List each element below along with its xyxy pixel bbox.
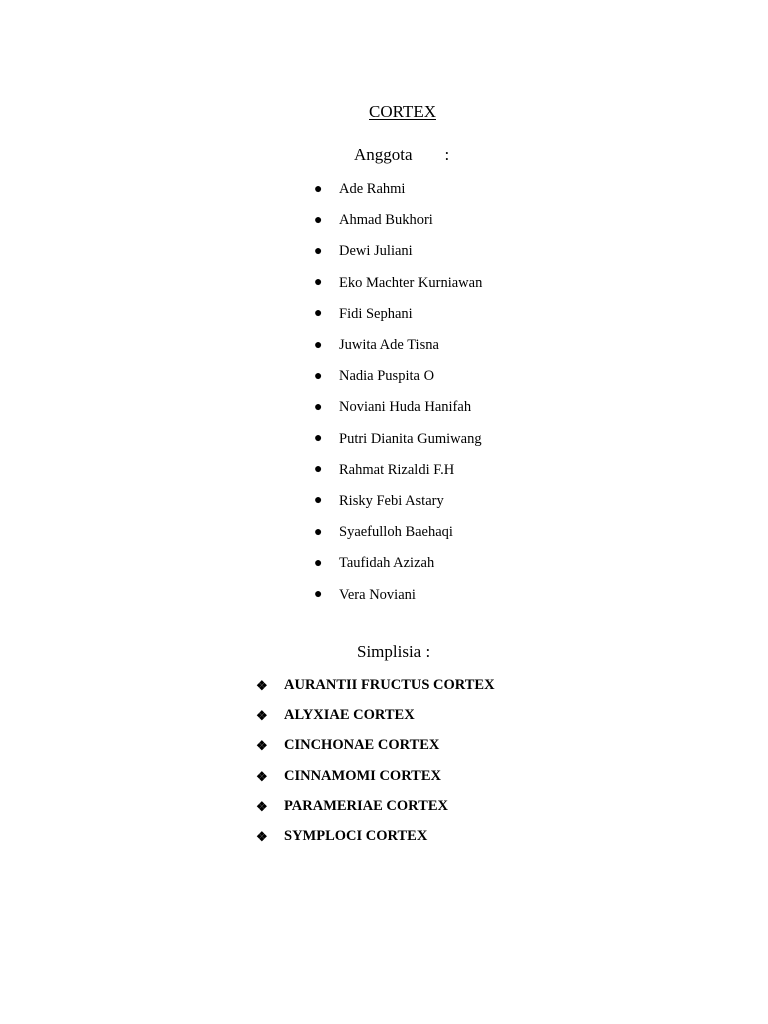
bullet-icon: ● <box>314 493 323 509</box>
diamond-bullet-icon: ❖ <box>256 768 268 784</box>
list-item <box>256 700 495 730</box>
diamond-bullet-icon: ❖ <box>256 798 268 814</box>
list-item <box>256 670 495 700</box>
simplisia-name: SYMPLOCI CORTEX <box>284 828 428 845</box>
members-separator: : <box>444 145 450 164</box>
diamond-bullet-icon: ❖ <box>256 829 268 845</box>
member-name: Syaefulloh Baehaqi <box>339 524 453 541</box>
member-name: Eko Machter Kurniawan <box>339 274 483 291</box>
list-item <box>256 731 495 761</box>
simplisia-name: ALYXIAE CORTEX <box>284 706 415 723</box>
member-name: Risky Febi Astary <box>339 492 444 509</box>
diamond-bullet-icon: ❖ <box>256 738 268 754</box>
bullet-icon: ● <box>314 431 323 447</box>
list-item <box>314 455 482 486</box>
list-item <box>314 236 482 267</box>
list-item <box>314 579 482 610</box>
list-item <box>314 424 482 455</box>
list-item <box>314 517 482 548</box>
bullet-icon: ● <box>314 181 323 197</box>
member-name: Putri Dianita Gumiwang <box>339 430 482 447</box>
list-item <box>256 761 495 791</box>
member-name: Juwita Ade Tisna <box>339 337 439 354</box>
bullet-icon: ● <box>314 462 323 478</box>
member-name: Fidi Sephani <box>339 305 413 322</box>
member-name: Nadia Puspita O <box>339 368 435 385</box>
simplisia-name: CINNAMOMI CORTEX <box>284 767 441 784</box>
list-item <box>314 205 482 236</box>
diamond-bullet-icon: ❖ <box>256 707 268 723</box>
bullet-icon: ● <box>314 306 323 322</box>
bullet-icon: ● <box>314 524 323 540</box>
list-item <box>314 330 482 361</box>
bullet-icon: ● <box>314 399 323 415</box>
simplisia-heading: Simplisia : <box>357 642 431 661</box>
member-name: Taufidah Azizah <box>339 555 435 572</box>
member-name: Rahmat Rizaldi F.H <box>339 461 455 478</box>
bullet-icon: ● <box>314 243 323 259</box>
document-title: CORTEX <box>369 102 436 121</box>
members-list <box>314 174 482 611</box>
list-item <box>256 821 495 851</box>
simplisia-name: PARAMERIAE CORTEX <box>284 797 448 814</box>
list-item <box>314 392 482 423</box>
list-item <box>314 548 482 579</box>
diamond-bullet-icon: ❖ <box>256 677 268 693</box>
list-item <box>314 174 482 205</box>
list-item <box>314 299 482 330</box>
member-name: Dewi Juliani <box>339 243 413 260</box>
bullet-icon: ● <box>314 368 323 384</box>
list-item <box>314 361 482 392</box>
simplisia-name: AURANTII FRUCTUS CORTEX <box>284 676 495 693</box>
simplisia-list <box>256 670 495 852</box>
members-heading <box>354 145 449 165</box>
bullet-icon: ● <box>314 555 323 571</box>
member-name: Vera Noviani <box>339 586 416 603</box>
list-item <box>314 268 482 299</box>
bullet-icon: ● <box>314 275 323 291</box>
list-item <box>256 791 495 821</box>
members-label: Anggota <box>354 145 413 164</box>
member-name: Ahmad Bukhori <box>339 212 433 229</box>
member-name: Ade Rahmi <box>339 181 406 198</box>
bullet-icon: ● <box>314 212 323 228</box>
bullet-icon: ● <box>314 337 323 353</box>
simplisia-name: CINCHONAE CORTEX <box>284 737 440 754</box>
list-item <box>314 486 482 517</box>
member-name: Noviani Huda Hanifah <box>339 399 472 416</box>
bullet-icon: ● <box>314 587 323 603</box>
